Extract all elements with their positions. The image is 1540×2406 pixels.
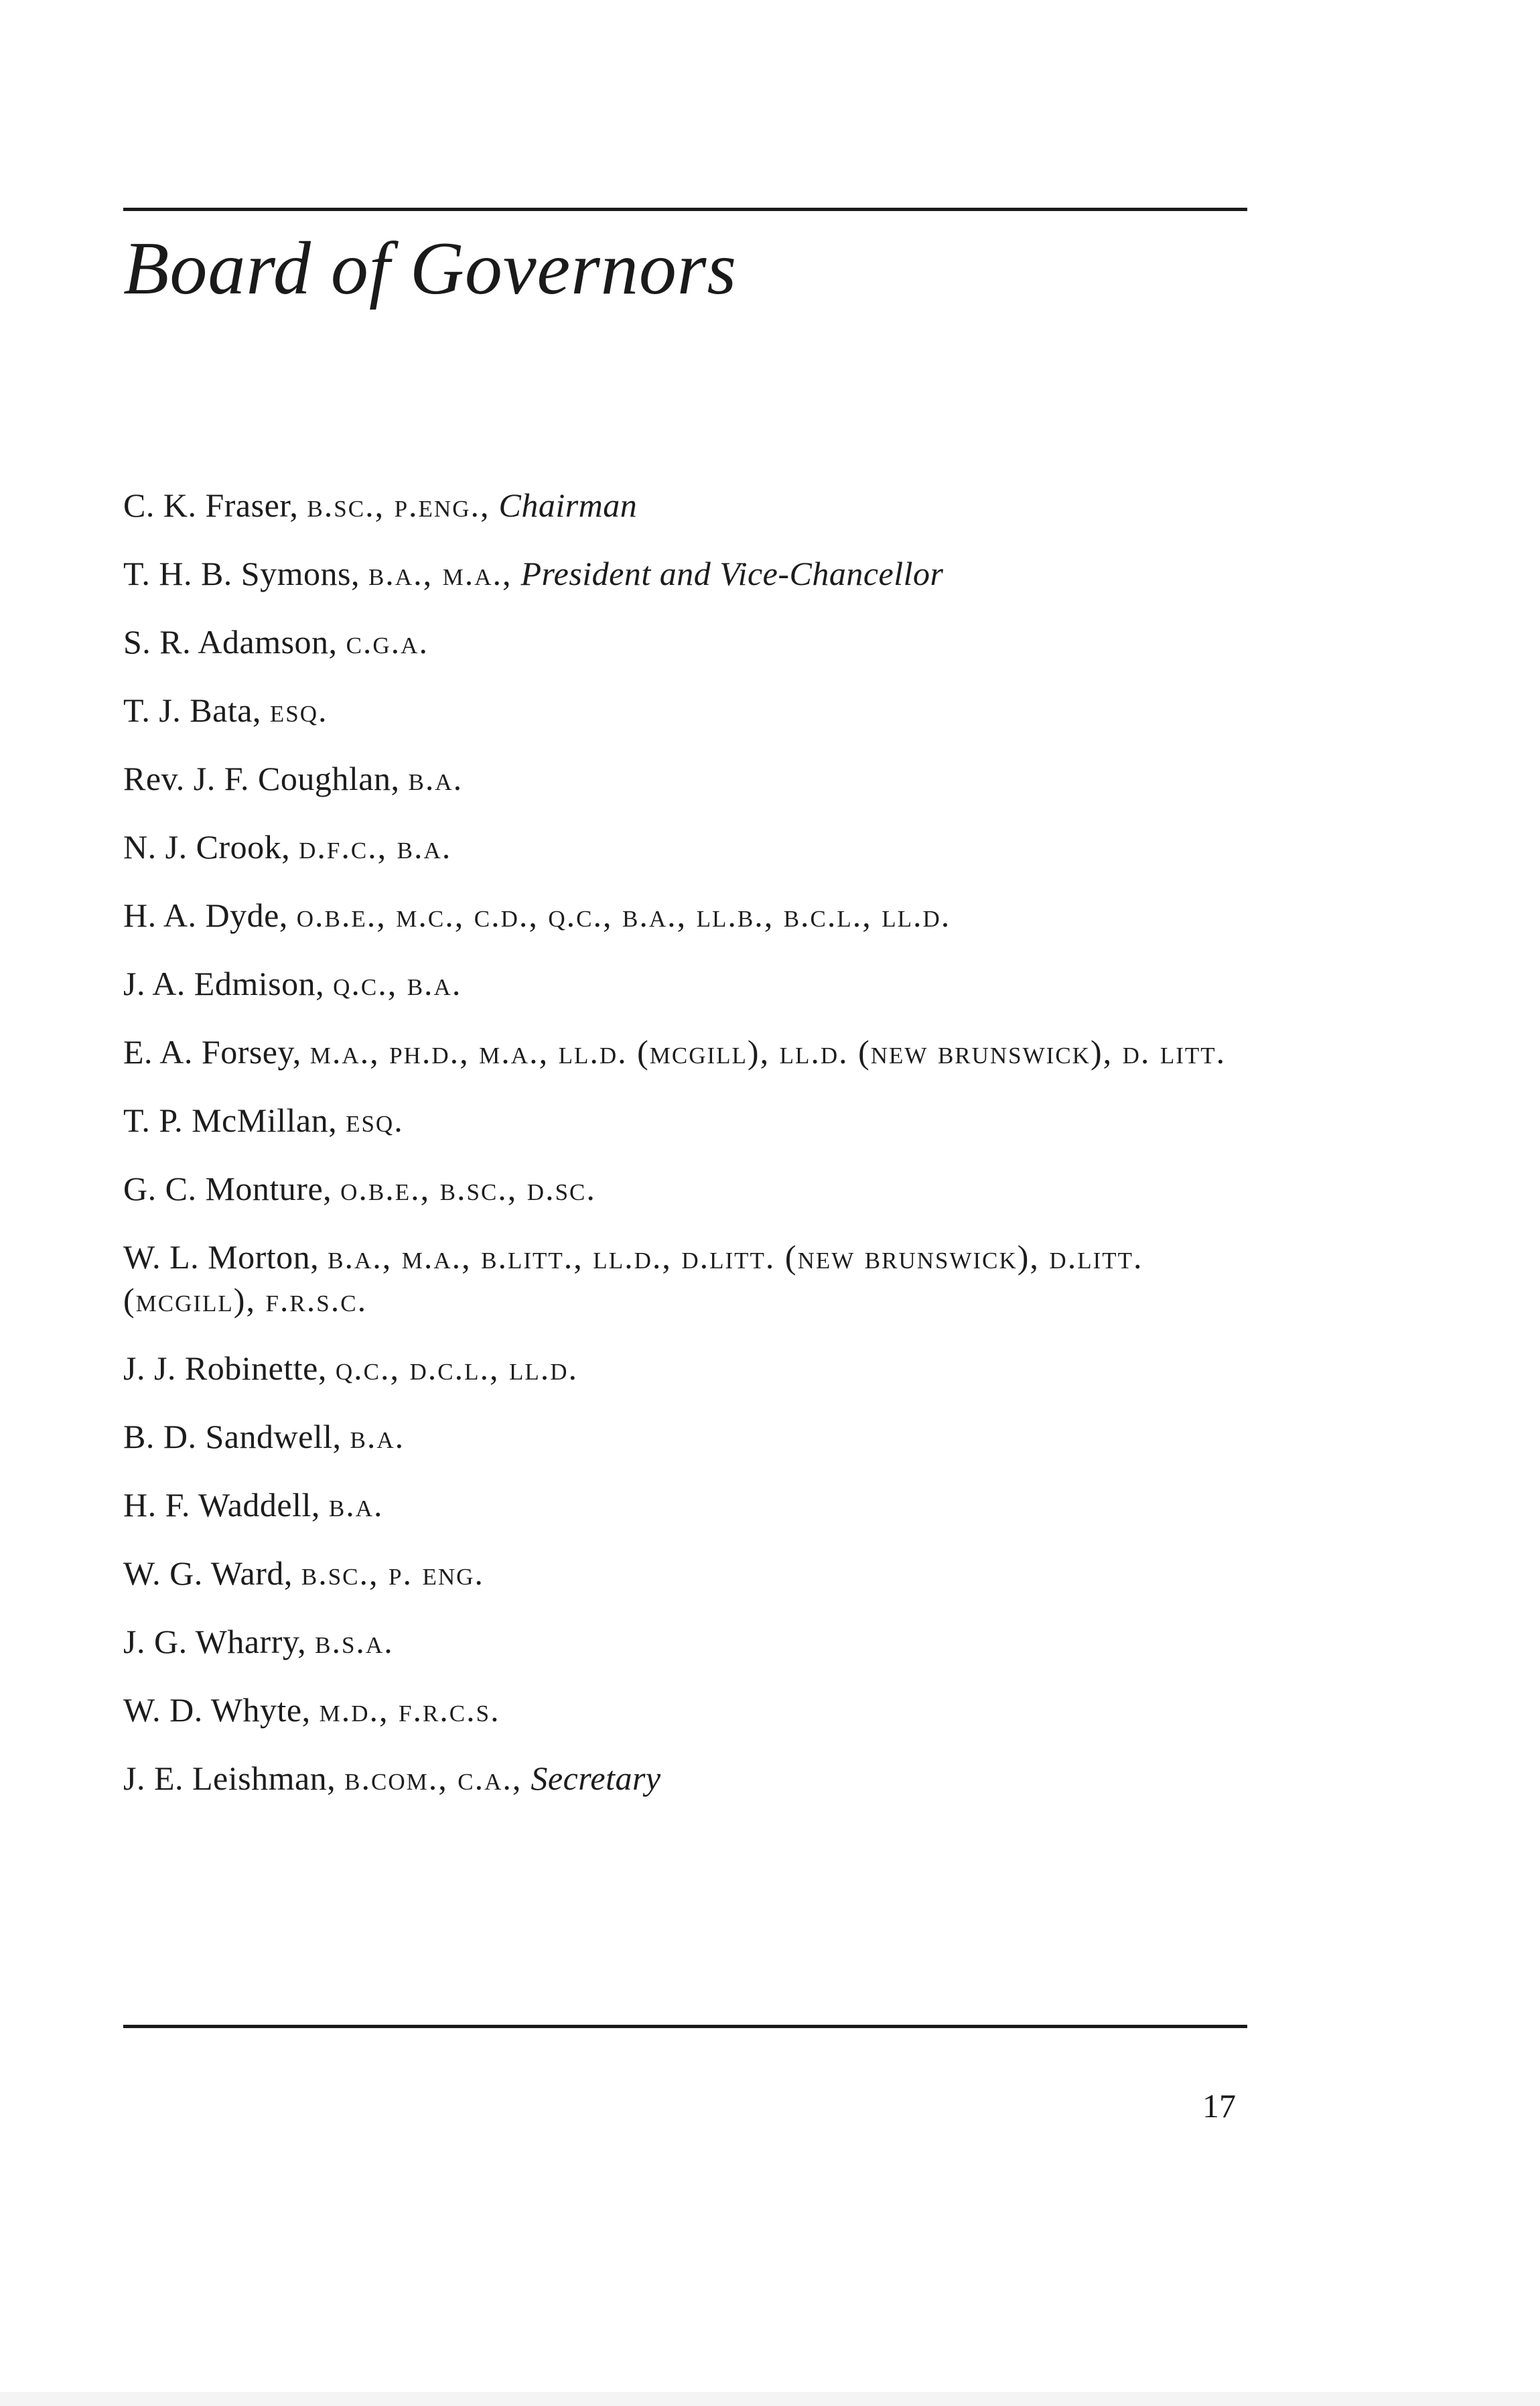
governor-qualifications: m.d., f.r.c.s. [319,1691,500,1729]
governor-qualifications: q.c., d.c.l., ll.d. [335,1349,578,1387]
governor-entry [123,620,1262,663]
governor-name: W. G. Ward, [123,1554,301,1592]
governor-qualifications: b.sc., p. eng. [301,1554,484,1592]
governor-qualifications: b.com., c.a., [344,1759,522,1797]
governor-entry [123,1099,1262,1142]
governor-qualifications: o.b.e., m.c., c.d., q.c., b.a., ll.b., b.c.l., ll.d. [296,896,951,934]
governor-name: W. L. Morton, [123,1238,328,1276]
governor-qualifications: o.b.e., b.sc., d.sc. [340,1170,596,1207]
governor-role: President and Vice-Chancellor [512,555,944,592]
governor-role: Secretary [522,1759,661,1797]
governors-list [123,484,1262,1825]
governor-name: T. J. Bata, [123,691,270,729]
governor-name: J. G. Wharry, [123,1623,316,1660]
governor-name: G. C. Monture, [123,1170,341,1207]
governor-entry [123,484,1262,527]
governor-entry [123,552,1262,595]
scan-edge [0,2392,1540,2406]
page-number: 17 [1202,2087,1236,2125]
governor-entry [123,1347,1262,1390]
governor-name: C. K. Fraser, [123,486,307,524]
governor-name: J. E. Leishman, [123,1759,345,1797]
governor-entry [123,962,1262,1005]
governor-name: T. H. B. Symons, [123,555,368,592]
governor-qualifications: b.a., m.a., [368,555,512,592]
governor-entry [123,1167,1262,1210]
governor-qualifications: m.a., ph.d., m.a., ll.d. (mcgill), ll.d. (new brunswick), d. litt. [309,1033,1227,1071]
governor-name: J. J. Robinette, [123,1349,336,1387]
governor-qualifications: c.g.a. [346,623,429,661]
governor-name: H. A. Dyde, [123,896,297,934]
governor-qualifications: b.sc., p.eng., [307,486,490,524]
page-title: Board of Governors [123,227,738,310]
governor-qualifications: b.s.a. [315,1623,394,1660]
governor-name: N. J. Crook, [123,828,299,866]
governor-name: W. D. Whyte, [123,1691,320,1729]
governor-entry [123,894,1262,937]
governor-qualifications: b.a. [328,1486,384,1524]
governor-entry [123,1483,1262,1526]
governor-entry [123,1030,1262,1073]
governor-name: E. A. Forsey, [123,1033,310,1071]
governor-qualifications: b.a. [350,1418,405,1455]
governor-name: Rev. J. F. Coughlan, [123,760,409,797]
governor-name: S. R. Adamson, [123,623,346,661]
governor-entry [123,1415,1262,1458]
governor-name: J. A. Edmison, [123,965,334,1002]
governor-entry [123,1552,1262,1595]
governor-entry [123,757,1262,800]
governor-qualifications: b.a. [408,760,464,797]
top-rule [123,208,1247,211]
governor-name: B. D. Sandwell, [123,1418,350,1455]
governor-name: H. F. Waddell, [123,1486,329,1524]
governor-entry [123,825,1262,868]
bottom-rule [123,2025,1247,2028]
governor-role: Chairman [490,486,638,524]
governor-qualifications: b.a., m.a., b.litt., ll.d., d.litt. (new brunswick), d.litt. (mcgill), f.r.s.c. [123,1238,1143,1319]
governor-entry [123,1235,1262,1321]
governor-entry [123,1620,1262,1663]
governor-qualifications: q.c., b.a. [333,965,462,1002]
governor-entry [123,689,1262,732]
governor-qualifications: esq. [346,1101,404,1139]
governor-entry [123,1757,1262,1800]
governor-qualifications: esq. [269,691,328,729]
governor-entry [123,1688,1262,1731]
governor-name: T. P. McMillan, [123,1101,346,1139]
governor-qualifications: d.f.c., b.a. [299,828,452,866]
